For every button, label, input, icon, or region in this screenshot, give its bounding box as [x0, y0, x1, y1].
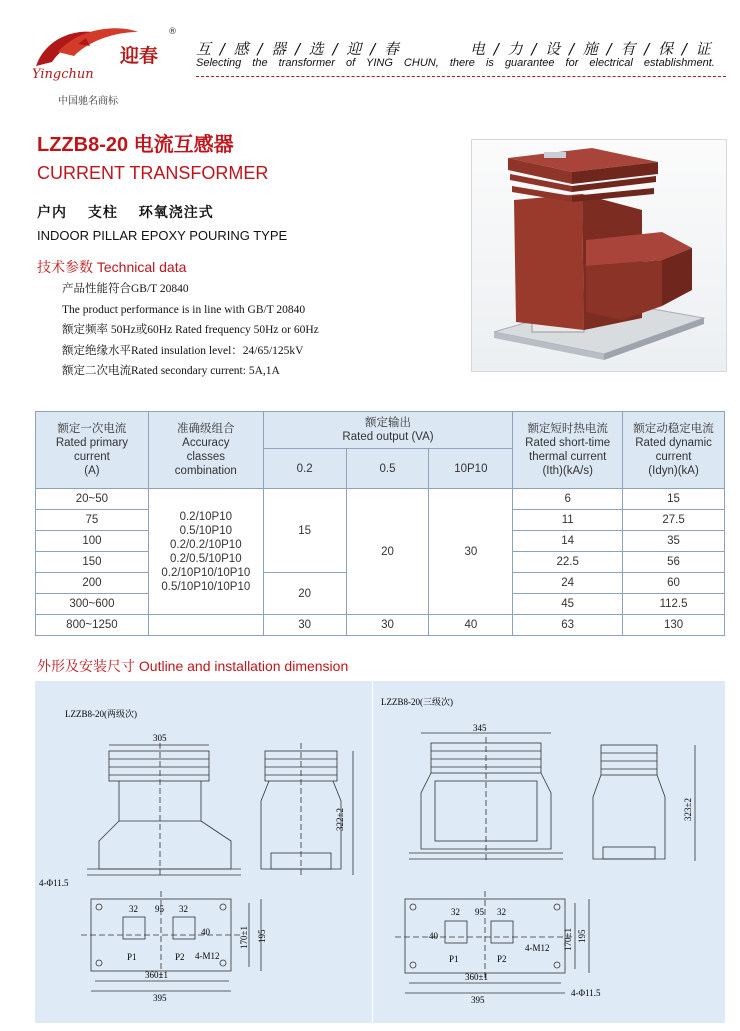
left-mount-depth: 170±1: [239, 926, 249, 949]
output-10p10-cell: 30: [429, 489, 513, 615]
right-pitch2: 95: [475, 907, 484, 917]
slogan-cn-right: 电 / 力 / 设 / 施 / 有 / 保 / 证: [470, 40, 713, 58]
primary-cell: 300~600: [36, 594, 149, 615]
dynamic-cell: 35: [623, 531, 725, 552]
left-front-view: [87, 743, 353, 875]
right-plan-view: [395, 891, 589, 993]
right-small-dim: 40: [429, 931, 438, 941]
left-base-depth: 195: [257, 929, 267, 943]
thermal-cell: 14: [513, 531, 623, 552]
output-10p10-cell: 40: [429, 615, 513, 636]
left-base-width: 395: [153, 993, 167, 1003]
dynamic-cell: 112.5: [623, 594, 725, 615]
primary-cell: 800~1250: [36, 615, 149, 636]
transformer-illustration: [472, 140, 726, 371]
right-width-dim: 345: [473, 723, 487, 733]
trademark-note: 中国驰名商标: [58, 96, 118, 107]
slogan-en: Selecting the transformer of YING CHUN, there is guarantee for electrical establishment.: [196, 57, 715, 69]
left-pitch1: 32: [129, 904, 138, 914]
left-hole-dim: 4-Φ11.5: [39, 878, 69, 888]
dynamic-cell: 15: [623, 489, 725, 510]
primary-cell: 150: [36, 552, 149, 573]
left-bolt-dim: 4-M12: [195, 951, 220, 961]
primary-cell: 200: [36, 573, 149, 594]
right-front-view: [409, 733, 563, 861]
left-p1: P1: [127, 952, 137, 962]
right-base-width: 395: [471, 995, 485, 1005]
tech-line: 额定绝缘水平Rated insulation level：24/65/125kV: [62, 344, 304, 357]
thermal-cell: 24: [513, 573, 623, 594]
technical-list: [62, 279, 319, 382]
right-pitch3: 32: [497, 907, 506, 917]
type-en: INDOOR PILLAR EPOXY POURING TYPE: [37, 228, 288, 243]
left-pitch2: 95: [155, 904, 164, 914]
header-accuracy: 准确级组合 Accuracy classes combination: [148, 412, 263, 489]
header-rated-output: 额定输出 Rated output (VA): [263, 412, 513, 449]
header-thermal-current: 额定短时热电流 Rated short-time thermal current (Ith)(kA/s): [513, 412, 623, 489]
dynamic-cell: 60: [623, 573, 725, 594]
right-height-dim: 323±2: [683, 798, 693, 821]
output-0.2-cell: 30: [263, 615, 346, 636]
thermal-cell: 45: [513, 594, 623, 615]
registered-mark: ®: [168, 27, 177, 37]
right-pitch1: 32: [451, 907, 460, 917]
output-0.5-cell: 30: [346, 615, 429, 636]
technical-heading: 技术参数 Technical data: [37, 259, 187, 275]
accuracy-empty-cell: [148, 615, 263, 636]
header-output-0.5: 0.5: [346, 449, 429, 489]
brand-logo: [28, 22, 183, 82]
slogan-cn-left: 互 / 感 / 器 / 选 / 迎 / 春: [196, 40, 401, 58]
header-output-10p10: 10P10: [429, 449, 513, 489]
outline-heading: 外形及安装尺寸 Outline and installation dimension: [37, 658, 349, 674]
left-plan-view: [81, 891, 261, 991]
output-0.2-cell: 15: [263, 489, 346, 573]
right-hole-dim: 4-Φ11.5: [571, 988, 601, 998]
right-side-view: [593, 745, 695, 861]
output-0.2-cell: 20: [263, 573, 346, 615]
thermal-cell: 11: [513, 510, 623, 531]
page-title-en: CURRENT TRANSFORMER: [37, 163, 269, 183]
right-mount-depth: 170±1: [563, 928, 573, 951]
outline-drawings: [35, 681, 725, 1023]
thermal-cell: 22.5: [513, 552, 623, 573]
output-0.5-cell: 20: [346, 489, 429, 615]
left-mount-width: 360±1: [145, 970, 168, 980]
header-primary-current: 额定一次电流 Rated primary current (A): [36, 412, 149, 489]
left-height-dim: 322±2: [335, 808, 345, 831]
left-small-dim: 40: [201, 927, 210, 937]
tech-line: The product performance is in line with GB/T 20840: [62, 303, 306, 316]
right-bolt-dim: 4-M12: [525, 943, 550, 953]
dynamic-cell: 130: [623, 615, 725, 636]
right-drawing-label: LZZB8-20(三级次): [381, 697, 453, 707]
tech-line: 额定频率 50Hz或60Hz Rated frequency 50Hz or 60Hz: [62, 324, 319, 336]
left-p2: P2: [175, 952, 185, 962]
left-width-dim: 305: [153, 733, 167, 743]
product-photo: [471, 139, 727, 372]
page-title: LZZB8-20 电流互感器: [37, 134, 234, 156]
primary-cell: 20~50: [36, 489, 149, 510]
dynamic-cell: 27.5: [623, 510, 725, 531]
right-mount-width: 360±1: [465, 972, 488, 982]
tech-line: 产品性能符合GB/T 20840: [62, 283, 189, 295]
left-pitch3: 32: [179, 904, 188, 914]
tech-line: 额定二次电流Rated secondary current: 5A,1A: [62, 365, 280, 377]
header-output-0.2: 0.2: [263, 449, 346, 489]
header-divider: [196, 76, 726, 77]
accuracy-combinations: 0.2/10P10 0.5/10P10 0.2/0.2/10P10 0.2/0.5/10P10 0.2/10P10/10P10 0.5/10P10/10P10: [148, 489, 263, 615]
spec-table: [35, 411, 725, 636]
thermal-cell: 6: [513, 489, 623, 510]
primary-cell: 75: [36, 510, 149, 531]
type-cn: 户内 支柱 环氧浇注式: [37, 205, 214, 221]
thermal-cell: 63: [513, 615, 623, 636]
primary-cell: 100: [36, 531, 149, 552]
brand-cn-text: 迎春: [120, 45, 159, 67]
left-drawing-label: LZZB8-20(两级次): [65, 709, 137, 719]
header-dynamic-current: 额定动稳定电流 Rated dynamic current (Idyn)(kA): [623, 412, 725, 489]
right-base-depth: 195: [577, 929, 587, 943]
brand-script-text: Yingchun: [32, 67, 94, 82]
right-p1: P1: [449, 954, 459, 964]
left-side-view: [261, 743, 341, 875]
dynamic-cell: 56: [623, 552, 725, 573]
right-p2: P2: [497, 954, 507, 964]
